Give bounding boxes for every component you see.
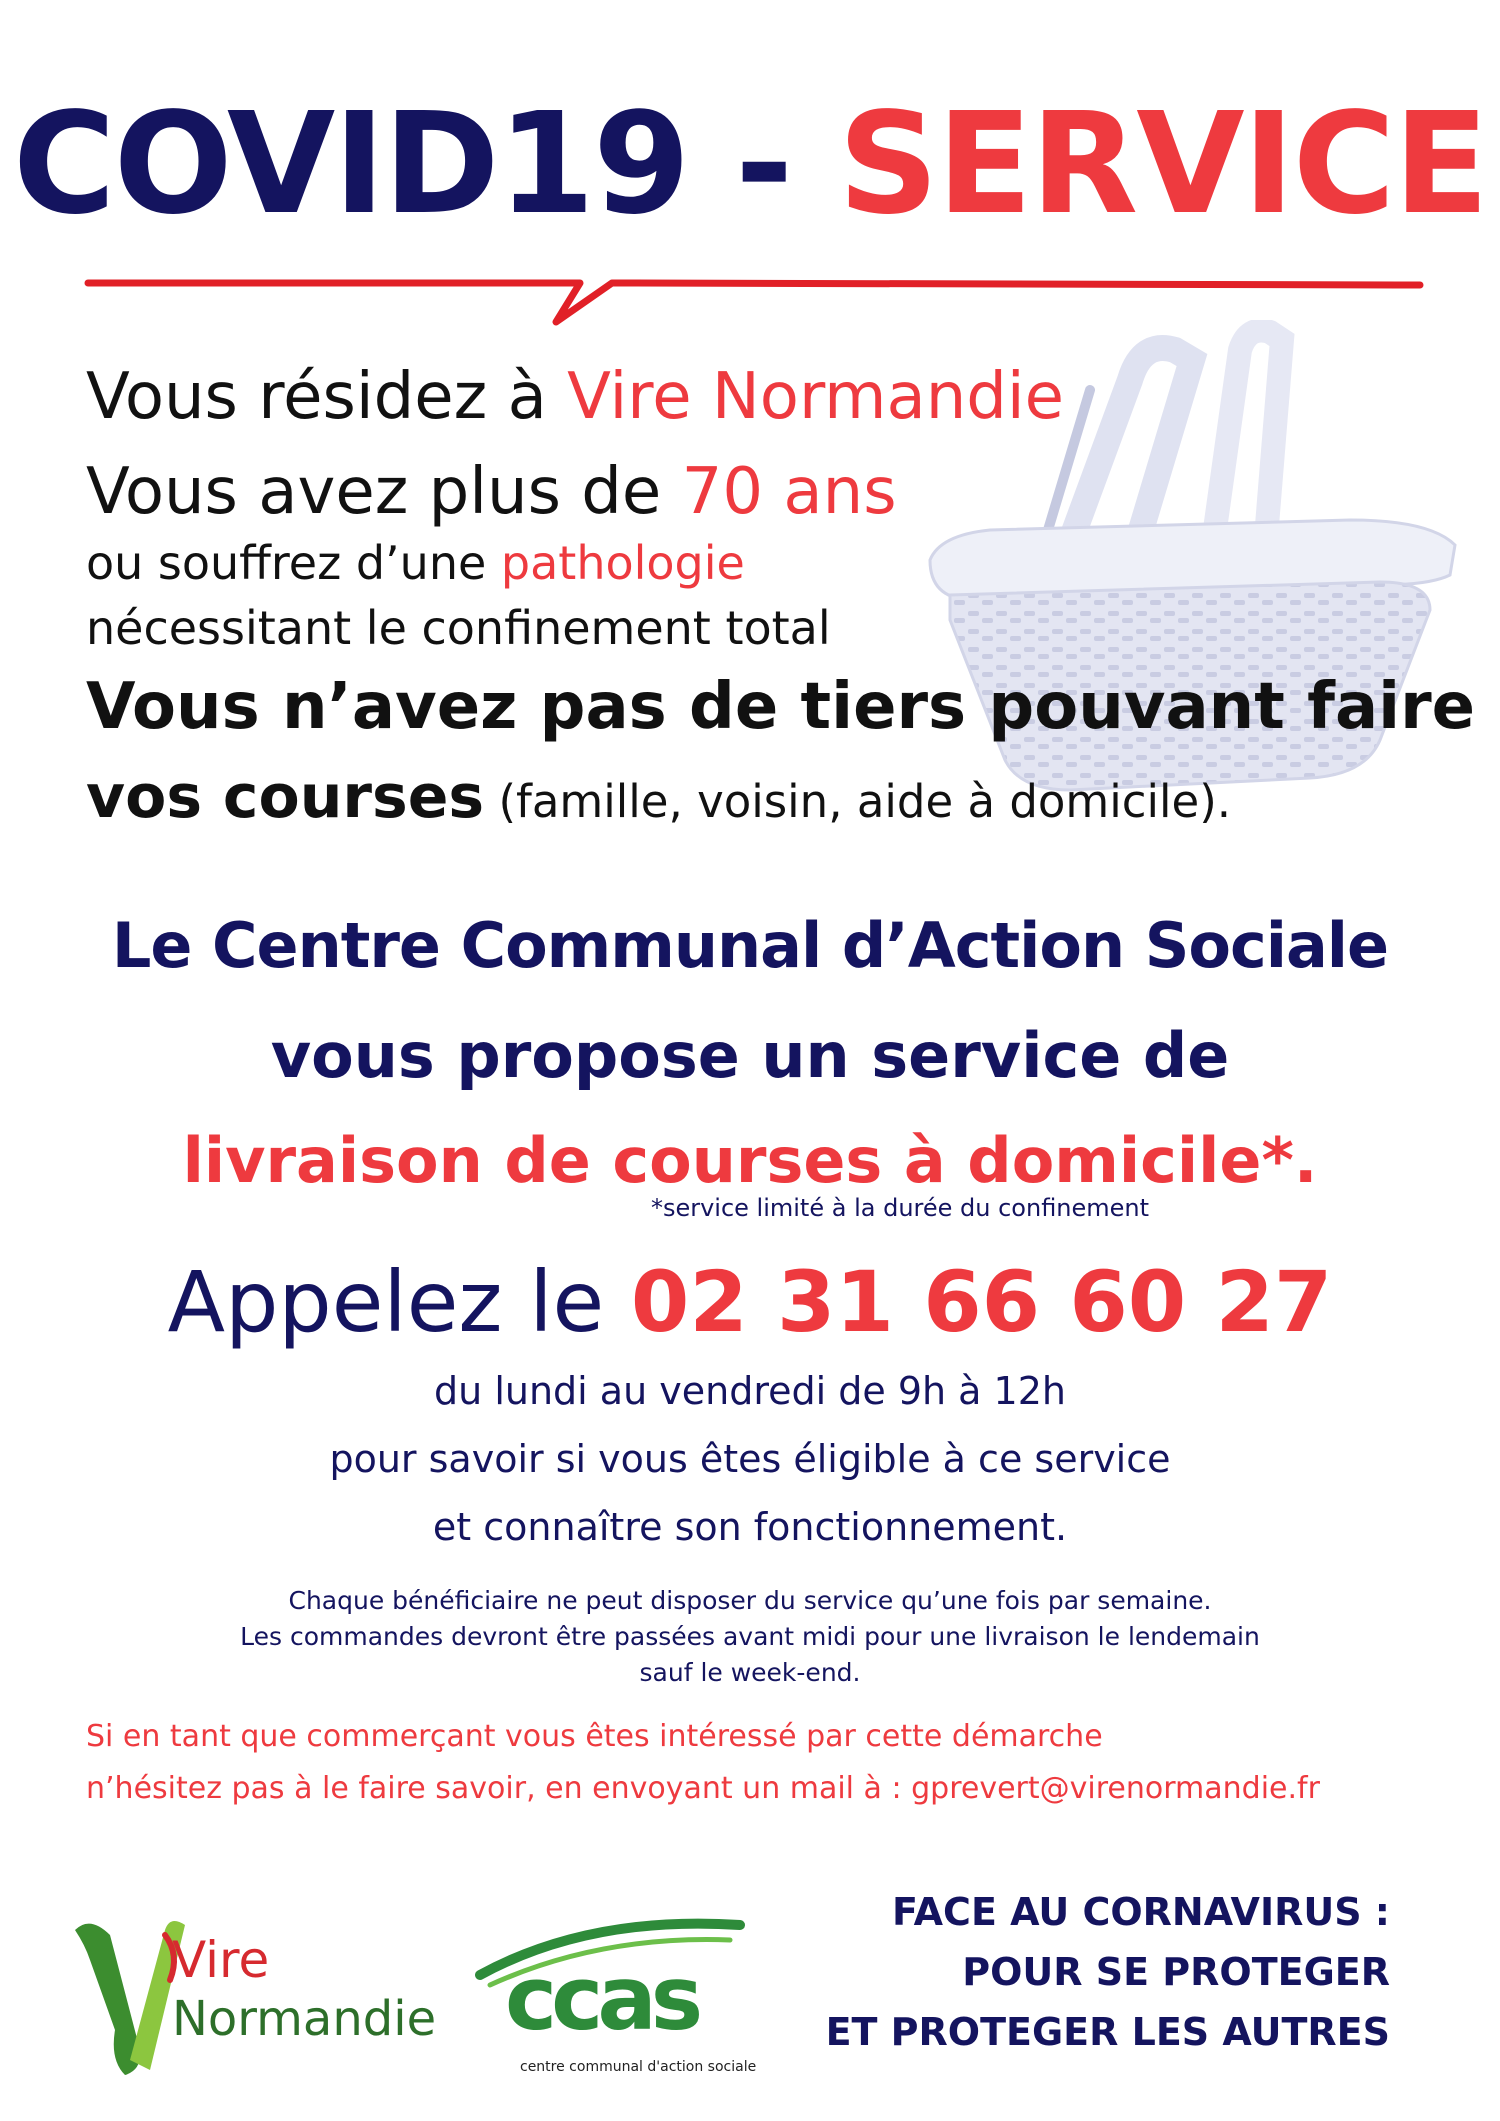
merchant-line-2[interactable]: n’hésitez pas à le faire savoir, en envoyant un mail à : gprevert@virenormandie.fr bbox=[86, 1771, 1320, 1806]
intro-courses bbox=[86, 762, 1232, 832]
intro-residence bbox=[86, 360, 1065, 434]
slogan-line-3: ET PROTEGER LES AUTRES bbox=[825, 2010, 1390, 2054]
slogan-line-1: FACE AU CORNAVIRUS : bbox=[892, 1890, 1390, 1934]
intro-examples: (famille, voisin, aide à domicile). bbox=[484, 775, 1232, 828]
title-covid: COVID19 - bbox=[12, 83, 838, 246]
intro-highlight: pathologie bbox=[500, 536, 745, 590]
offer-service: vous propose un service de bbox=[270, 1019, 1230, 1092]
phone-number[interactable]: 02 31 66 60 27 bbox=[630, 1253, 1333, 1351]
merchant-line-1: Si en tant que commerçant vous êtes intéressé par cette démarche bbox=[86, 1719, 1103, 1754]
intro-age bbox=[86, 455, 897, 529]
note-orders: Les commandes devront être passées avant midi pour une livraison le lendemain bbox=[240, 1622, 1260, 1651]
offer-footnote: *service limité à la durée du confinement bbox=[650, 1194, 1150, 1222]
intro-highlight: 70 ans bbox=[681, 455, 897, 529]
call-label: Appelez le bbox=[167, 1253, 631, 1351]
intro-highlight: Vire Normandie bbox=[567, 360, 1065, 434]
intro-no-helper: Vous n’avez pas de tiers pouvant faire bbox=[86, 670, 1476, 744]
intro-text: Vous avez plus de bbox=[86, 455, 682, 529]
note-weekend: sauf le week-end. bbox=[639, 1658, 861, 1687]
offer-delivery: livraison de courses à domicile*. bbox=[182, 1124, 1318, 1197]
page-title bbox=[0, 83, 1500, 246]
slogan-line-2: POUR SE PROTEGER bbox=[962, 1950, 1390, 1994]
logo-vire-word: Vire bbox=[172, 1931, 270, 1989]
call-line bbox=[0, 1253, 1500, 1351]
intro-text: Vous résidez à bbox=[86, 360, 568, 434]
logo-normandie-word: Normandie bbox=[172, 1991, 437, 2047]
call-purpose-2: et connaître son fonctionnement. bbox=[432, 1505, 1068, 1549]
logo-ccas-word: ccas bbox=[505, 1947, 698, 2050]
call-hours: du lundi au vendredi de 9h à 12h bbox=[434, 1369, 1066, 1413]
title-service: SERVICE bbox=[837, 83, 1488, 246]
intro-confinement: nécessitant le confinement total bbox=[86, 601, 831, 655]
offer-ccas: Le Centre Communal d’Action Sociale bbox=[111, 909, 1389, 982]
call-purpose-1: pour savoir si vous êtes éligible à ce service bbox=[329, 1437, 1171, 1481]
intro-text: ou souffrez d’une bbox=[86, 536, 501, 590]
intro-text: vos courses bbox=[86, 762, 485, 832]
intro-pathology bbox=[86, 536, 745, 590]
logo-ccas-subtitle: centre communal d'action sociale bbox=[520, 2059, 757, 2075]
note-weekly: Chaque bénéficiaire ne peut disposer du service qu’une fois par semaine. bbox=[288, 1586, 1212, 1615]
